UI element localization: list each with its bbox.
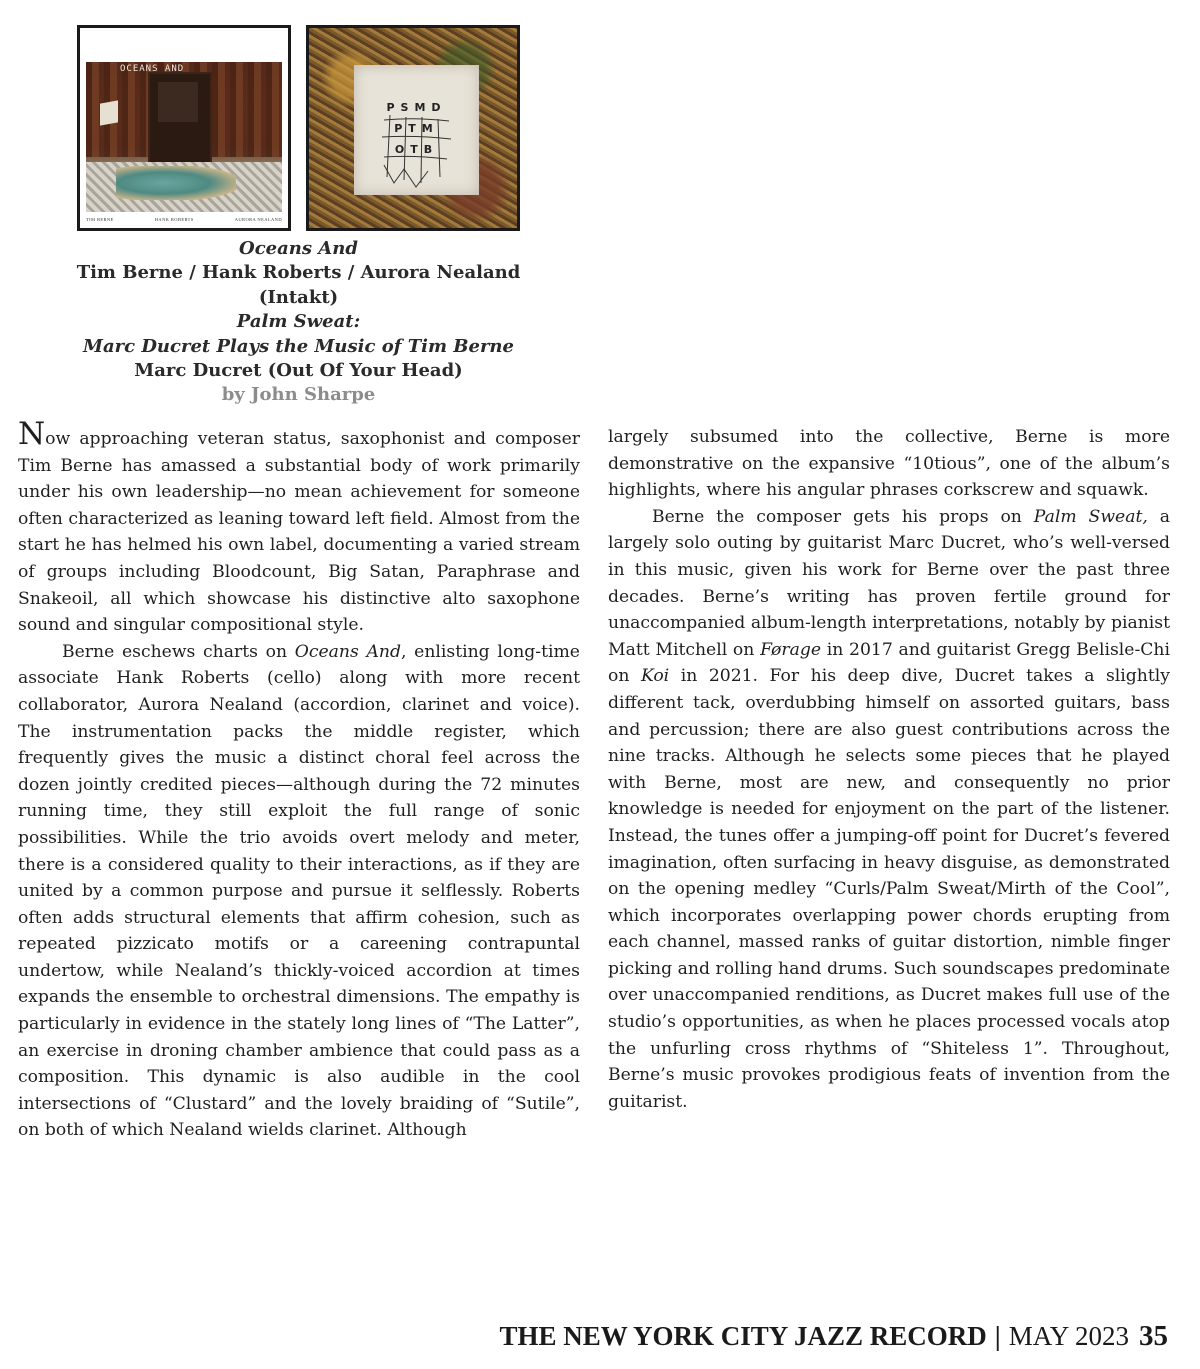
review-caption	[0, 237, 597, 408]
paragraph-text: a largely solo outing by guitarist Marc Ducret, who’s well-versed in this music, given his work for Berne over the past three decades. Berne’s writing has proven fertile ground for unaccompanied album-length interpretations, notably by pianist Matt Mitchell on	[608, 506, 1170, 660]
cover-credits	[86, 217, 282, 222]
album1-artists: Tim Berne / Hank Roberts / Aurora Nealand	[76, 262, 521, 284]
article-column-left	[18, 416, 580, 1144]
album-cover-oceans-and	[77, 25, 291, 231]
album-title-ref: Palm Sweat,	[1033, 506, 1148, 527]
paragraph-text: Berne eschews charts on	[62, 641, 295, 662]
album-title-ref: Oceans And	[294, 641, 401, 662]
cover-title: OCEANS AND	[120, 64, 185, 74]
paragraph-text: in 2021. For his deep dive, Ducret takes a slightly different tack, overdubbing himself on assorted guitars, bass and percussion; there are also guest contributions across the nine tracks. Although he selects some pieces that he played with Berne, most are new, and consequently no prior knowledge is needed for enjoyment on the part of the listener. Instead, the tunes offer a jumping-off point for Ducret’s fevered imagination, often surfacing in heavy disguise, as demonstrated on the opening medley “Curls/Palm Sweat/Mirth of the Cool”, which incorporates overlapping power chords erupting from each channel, massed ranks of guitar distortion, nimble finger picking and rolling hand drums. Such soundscapes predominate over unaccompanied renditions, as Ducret makes full use of the studio’s opportunities, as when he places processed vocals atop the unfurling cross rhythms of “Shiteless 1”. Throughout, Berne’s music provokes prodigious feats of invention from the guitarist.	[608, 666, 1170, 1112]
album1-label: (Intakt)	[258, 286, 339, 308]
article-column-right	[608, 424, 1170, 1115]
cover-reclining-figure	[116, 166, 236, 200]
cover-credit: TIM BERNE	[86, 217, 114, 222]
cover-title-panel	[354, 65, 479, 195]
paragraph-text: ow approaching veteran status, saxophonist and composer Tim Berne has amassed a substantial body of work primarily under his own leadership—no mean achievement for someone often characterized as leaning toward left field. Almost from the start he has helmed his own label, documenting a varied stream of groups including Bloodcount, Big Satan, Paraphrase and Snakeoil, all which showcase his distinctive alto saxophone sound and singular compositional style.	[18, 429, 580, 636]
album-title-ref: Koi	[640, 666, 670, 687]
footer-separator: |	[994, 1321, 1001, 1351]
paragraph-text: Berne the composer gets his props on	[652, 506, 1034, 527]
paragraph-text: in 2017 and guitarist Gregg Belisle-Chi on	[608, 639, 1170, 687]
album1-title: Oceans And	[239, 238, 358, 259]
cover-letters-line: PSMD	[386, 101, 447, 114]
publication-name: THE NEW YORK CITY JAZZ RECORD	[499, 1321, 987, 1351]
page-number: 35	[1139, 1320, 1168, 1352]
article-paragraph	[18, 639, 580, 1144]
issue-date: MAY 2023	[1008, 1321, 1129, 1351]
cover-credit: HANK ROBERTS	[154, 217, 194, 222]
cover-music-stand	[100, 100, 118, 125]
byline: by John Sharpe	[221, 384, 376, 406]
article-paragraph	[608, 504, 1170, 1116]
page-footer	[499, 1320, 1168, 1353]
album2-artist-label: Marc Ducret (Out Of Your Head)	[134, 360, 463, 382]
cover-letters-line: OTB	[394, 143, 439, 156]
paragraph-text: , enlisting long-time associate Hank Roberts (cello) along with more recent collaborator, Aurora Nealand (accordion, clarinet and voice). The instrumentation packs the middle register, which frequently gives the music a distinct choral feel across the dozen jointly credited pieces—although during the 72 minutes running time, they still exploit the full range of sonic possibilities. While the trio avoids overt melody and meter, there is a considered quality to their interactions, as if they are united by a common purpose and pursue it selflessly. Roberts often adds structural elements that affirm cohesion, such as repeated pizzicato motifs or a careening contrapuntal undertow, while Nealand’s thickly-voiced accordion at times expands the ensemble to orchestral dimensions. The empathy is particularly in evidence in the stately long lines of “The Latter”, an exercise in droning chamber ambience that could pass as a composition. This dynamic is also audible in the cool intersections of “Clustard” and the lovely braiding of “Sutile”, on both of which Nealand wields clarinet. Although	[18, 641, 580, 1141]
album2-subtitle: Marc Ducret Plays the Music of Tim Berne	[83, 335, 514, 357]
cover-photo-studio-room	[86, 62, 282, 212]
album2-title: Palm Sweat:	[236, 311, 361, 333]
article-paragraph-continued: largely subsumed into the collective, Berne is more demonstrative on the expansive “10tious”, one of the album’s highlights, where his angular phrases corkscrew and squawk.	[608, 427, 1170, 501]
cover-credit: AURORA NEALAND	[234, 217, 282, 222]
album-title-ref: Førage	[760, 639, 822, 660]
article-paragraph	[18, 416, 580, 639]
drop-cap: N	[18, 416, 46, 452]
cover-letters-line: PTM	[394, 122, 439, 135]
album-cover-palm-sweat	[306, 25, 520, 231]
cover-doorway	[148, 72, 212, 168]
